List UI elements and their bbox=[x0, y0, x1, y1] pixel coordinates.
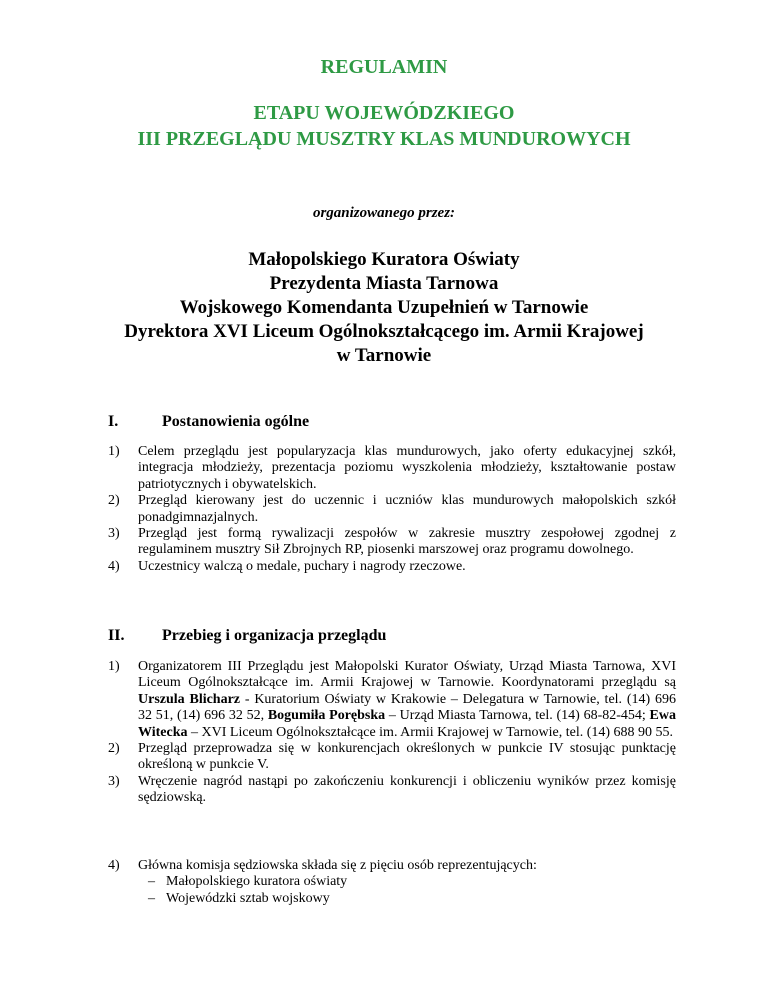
coordinator-name: Bogumiła Porębska bbox=[267, 708, 386, 724]
sub-item-text: Wojewódzki sztab wojskowy bbox=[166, 890, 330, 906]
organizer-line: Małopolskiego Kuratora Oświaty bbox=[248, 249, 520, 270]
list-item bbox=[108, 559, 676, 575]
sub-list-item bbox=[148, 891, 676, 907]
document-title: REGULAMIN bbox=[320, 56, 448, 78]
item-text: Przegląd kierowany jest do uczennic i uczniów klas mundurowych małopolskich szkół ponadgimnazjalnych. bbox=[138, 493, 676, 525]
section-number: II. bbox=[108, 627, 125, 644]
item-text-part: – XVI Liceum Ogólnokształcące im. Armii Krajowej w Tarnowie, tel. (14) 688 90 55. bbox=[187, 724, 674, 740]
item-number: 1) bbox=[108, 659, 120, 674]
item-text: Przegląd jest formą rywalizacji zespołów w zakresie musztry zespołowej zgodnej z regulaminem musztry Sił Zbrojnych RP, piosenki marszowej oraz programu dowolnego. bbox=[138, 526, 676, 558]
coordinator-name: Ewa Witecka bbox=[138, 708, 676, 740]
item-text-part: - Kuratorium Oświaty w Krakowie – Delegatura w Tarnowie, tel. (14) 696 32 51, (14) 696 32 52, bbox=[138, 691, 676, 724]
section-title: Postanowienia ogólne bbox=[162, 413, 310, 430]
item-text: Przegląd przeprowadza się w konkurencjach określonych w punkcie IV stosując punktację określoną w punkcie V. bbox=[138, 741, 676, 773]
item-text: Wręczenie nagród nastąpi po zakończeniu konkurencji i obliczeniu wyników przez komisję sędziowską. bbox=[138, 773, 676, 806]
list-item bbox=[108, 444, 676, 493]
list-item bbox=[108, 526, 676, 559]
organized-by-label: organizowanego przez: bbox=[312, 205, 456, 221]
document-subtitle-line2: III PRZEGLĄDU MUSZTRY KLAS MUNDUROWYCH bbox=[137, 128, 631, 150]
section2-list bbox=[108, 659, 676, 807]
item-text-part: – Urząd Miasta Tarnowa, tel. (14) 68-82-454; bbox=[385, 708, 650, 724]
section-number: I. bbox=[108, 413, 119, 430]
organizer-line: Dyrektora XVI Liceum Ogólnokształcącego im. Armii Krajowej bbox=[124, 321, 644, 342]
list-item bbox=[108, 659, 676, 741]
sub-list-item bbox=[148, 874, 676, 890]
list-item bbox=[108, 493, 676, 526]
item-number: 2) bbox=[108, 493, 120, 509]
item-text: Celem przeglądu jest popularyzacja klas mundurowych, jako oferty edukacyjnej szkół, integracja młodzieży, prezentacja poziomu wyszkolenia młodzieży, kształtowanie postaw patriotycznych i obywatelskich. bbox=[138, 444, 676, 492]
item-number: 2) bbox=[108, 741, 120, 757]
item-number: 4) bbox=[108, 558, 120, 574]
organizer-line: Wojskowego Komendanta Uzupełnień w Tarnowie bbox=[179, 297, 589, 318]
item-number: 3) bbox=[108, 526, 120, 542]
item-number: 4) bbox=[108, 858, 120, 873]
organizer-line: Prezydenta Miasta Tarnowa bbox=[269, 273, 499, 294]
list-item bbox=[108, 858, 676, 907]
sub-item-text: Małopolskiego kuratora oświaty bbox=[166, 874, 348, 890]
section2-list-continued bbox=[108, 858, 676, 907]
item-number: 3) bbox=[108, 773, 120, 789]
sub-list bbox=[138, 874, 676, 907]
dash-bullet: – bbox=[148, 890, 155, 906]
item-number: 1) bbox=[108, 444, 120, 459]
dash-bullet: – bbox=[148, 874, 155, 890]
document-subtitle-line1: ETAPU WOJEWÓDZKIEGO bbox=[253, 102, 515, 124]
list-item bbox=[108, 774, 676, 807]
section-title: Przebieg i organizacja przeglądu bbox=[162, 627, 387, 644]
list-item bbox=[108, 741, 676, 774]
item-text: Uczestnicy walczą o medale, puchary i nagrody rzeczowe. bbox=[138, 558, 466, 574]
coordinator-name: Urszula Blicharz bbox=[138, 691, 241, 707]
item-text-part: Organizatorem III Przeglądu jest Małopolski Kurator Oświaty, Urząd Miasta Tarnowa, XVI Liceum Ogólnokształcące im. Armii Krajowej w Tarnowie. Koordynatorami przeglądu są bbox=[138, 659, 676, 691]
item-text: Główna komisja sędziowska składa się z pięciu osób reprezentujących: bbox=[138, 858, 537, 873]
section1-list bbox=[108, 444, 676, 575]
organizer-line: w Tarnowie bbox=[336, 345, 432, 366]
